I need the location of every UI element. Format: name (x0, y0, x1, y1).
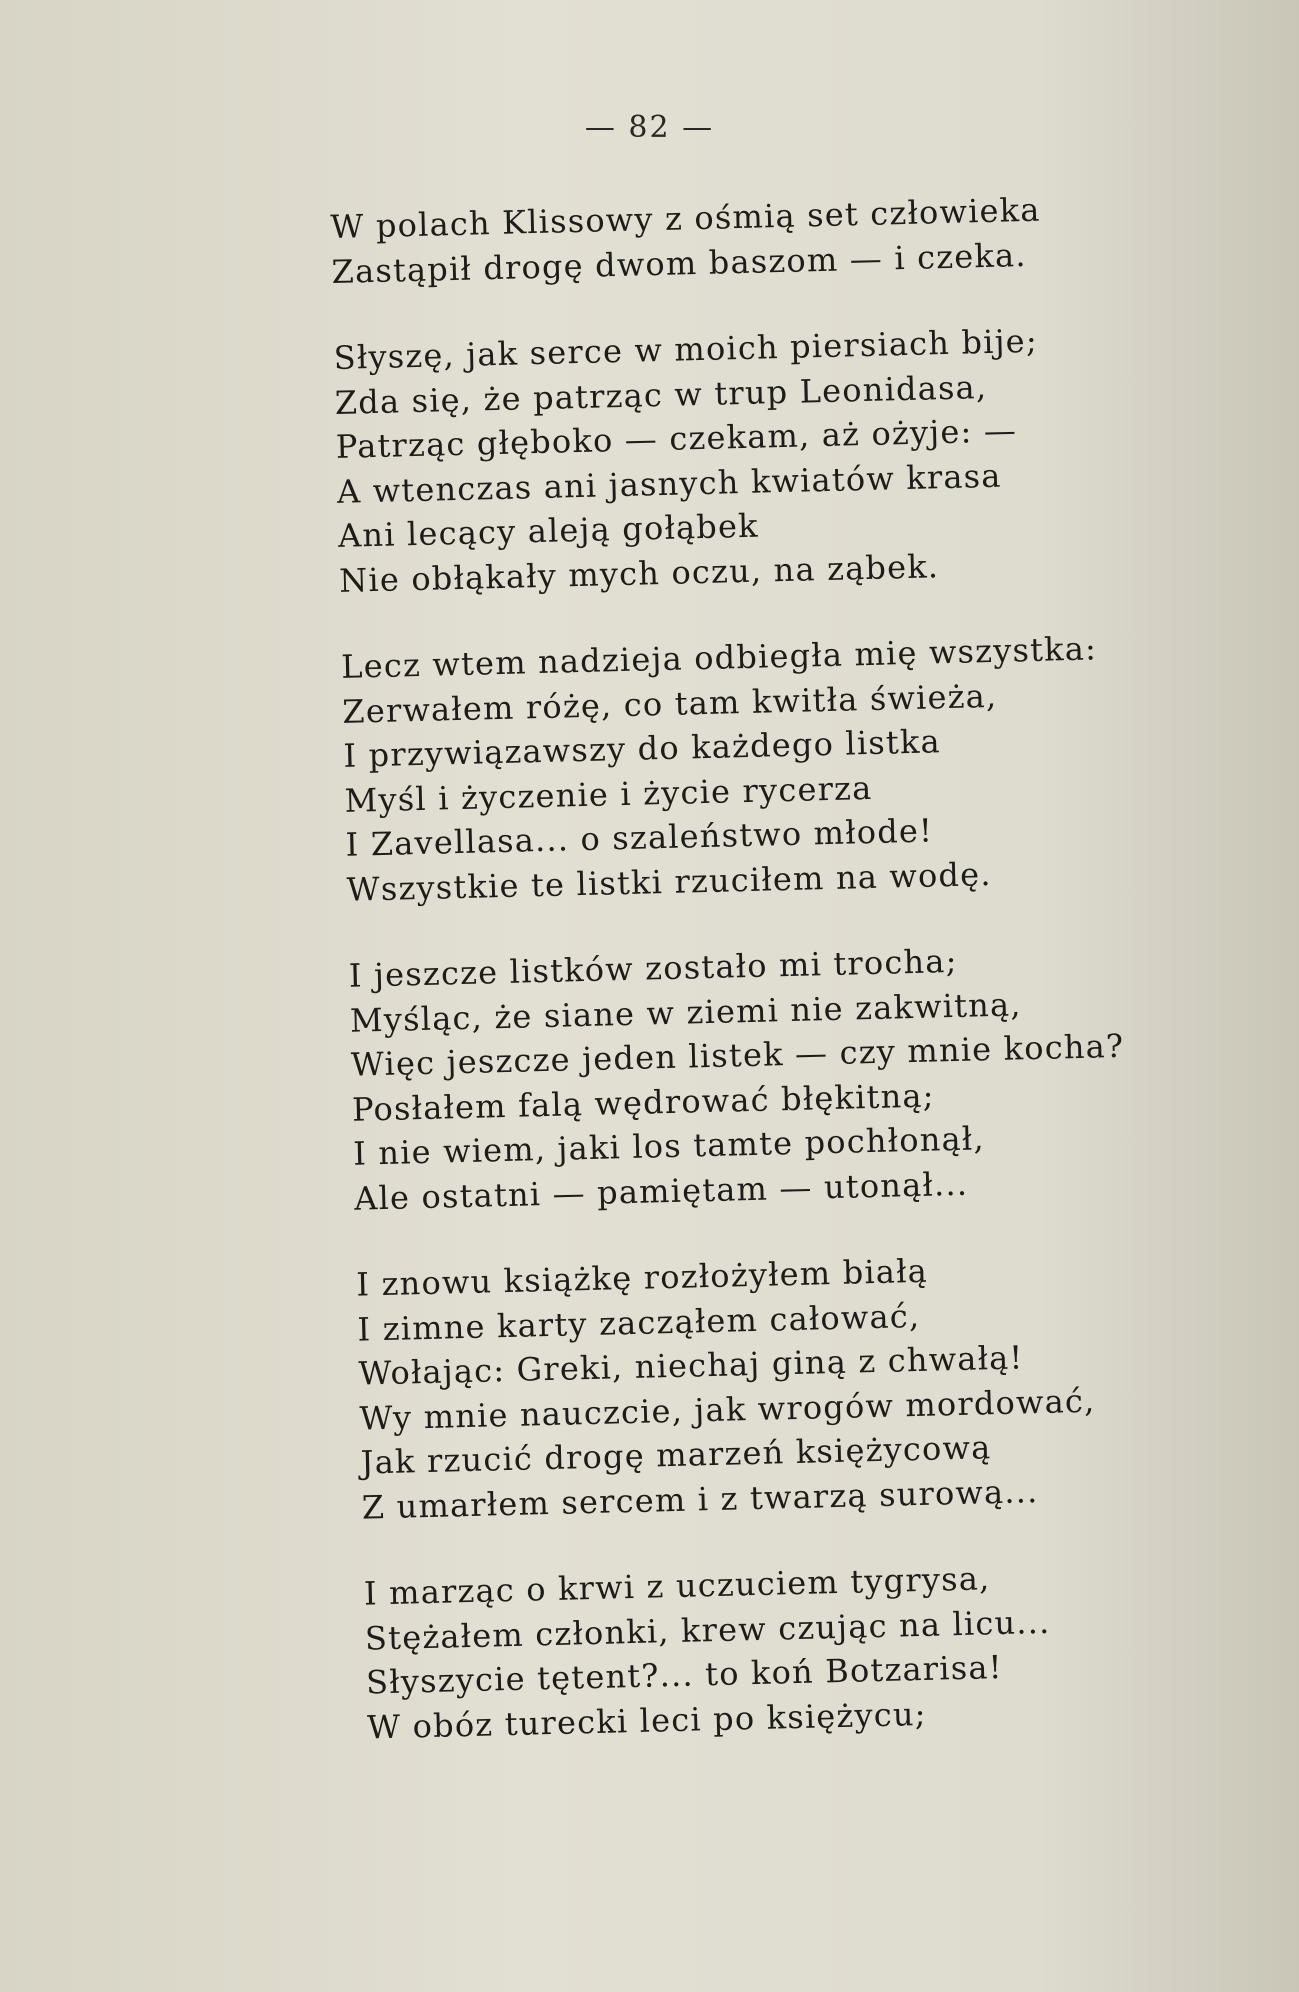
poem-line: Myśl i życzenie i życie rycerza (344, 768, 873, 820)
stanza-5 (356, 1241, 1262, 1530)
stanza-4 (348, 932, 1254, 1221)
poem-line: Jak rzucić drogę marzeń księżycową (360, 1428, 992, 1482)
poem-line: W polach Klissowy z ośmią set człowieka (330, 190, 1041, 246)
poem-line: Wszystkie te listki rzuciłem na wodę. (346, 854, 993, 909)
poem-line: I marząc o krwi z uczuciem tygrysa, (363, 1559, 991, 1613)
poem-line: I przywiązawszy do każdego listka (342, 722, 942, 775)
stanza-1 (330, 183, 1232, 294)
poem-line: Więc jeszcze jeden listek — czy mnie kocha? (350, 1026, 1125, 1084)
poem-line: Patrząc głęboko — czekam, aż ożyje: — (335, 411, 1018, 466)
poem-line: Lecz wtem nadzieja odbiegła mię wszystka: (340, 629, 1098, 686)
poem-line: Z umarłem sercem i z twarzą surową... (361, 1471, 1039, 1527)
poem-text (330, 183, 1269, 1792)
poem-line: Wy mnie nauczcie, jak wrogów mordować, (359, 1381, 1096, 1438)
poem-line: Zda się, że patrząc w trup Leonidasa, (334, 367, 988, 422)
poem-line: Stężałem członki, krew czując na licu... (364, 1602, 1051, 1658)
page-number: — 82 — (584, 110, 715, 145)
poem-line: I nie wiem, jaki los tamte pochłonął, (352, 1119, 986, 1173)
poem-line: W obóz turecki leci po księżycu; (366, 1694, 928, 1747)
stanza-6 (363, 1550, 1267, 1750)
poem-line: Wołając: Greki, niechaj giną z chwałą! (358, 1338, 1024, 1393)
poem-line: Słyszę, jak serce w moich piersiach bije; (333, 321, 1039, 377)
poem-line: Zerwałem różę, co tam kwitła świeża, (341, 676, 998, 731)
poem-line: I jeszcze listków zostało mi trocha; (348, 941, 958, 995)
stanza-3 (341, 623, 1247, 912)
poem-line: Słyszycie tętent?... to koń Botzarisa! (365, 1648, 1004, 1702)
poem-line: Myśląc, że siane w ziemi nie zakwitną, (349, 984, 1023, 1040)
poem-line: A wtenczas ani jasnych kwiatów krasa (336, 456, 1002, 511)
poem-line: I znowu książkę rozłożyłem białą (355, 1251, 929, 1304)
stanza-2 (333, 314, 1239, 603)
poem-line: Zastąpił drogę dwom baszom — i czeka. (331, 235, 1028, 291)
poem-line: Ani lecący aleją gołąbek (337, 506, 760, 555)
poem-line: I Zavellasa... o szaleństwo młode! (345, 811, 934, 864)
poem-line: Ale ostatni — pamiętam — utonął... (353, 1164, 969, 1218)
poem-line: I zimne karty zacząłem całować, (357, 1296, 921, 1349)
poem-line: Posłałem falą wędrować błękitną; (351, 1075, 936, 1129)
poem-line: Nie obłąkały mych oczu, na ząbek. (338, 546, 940, 600)
